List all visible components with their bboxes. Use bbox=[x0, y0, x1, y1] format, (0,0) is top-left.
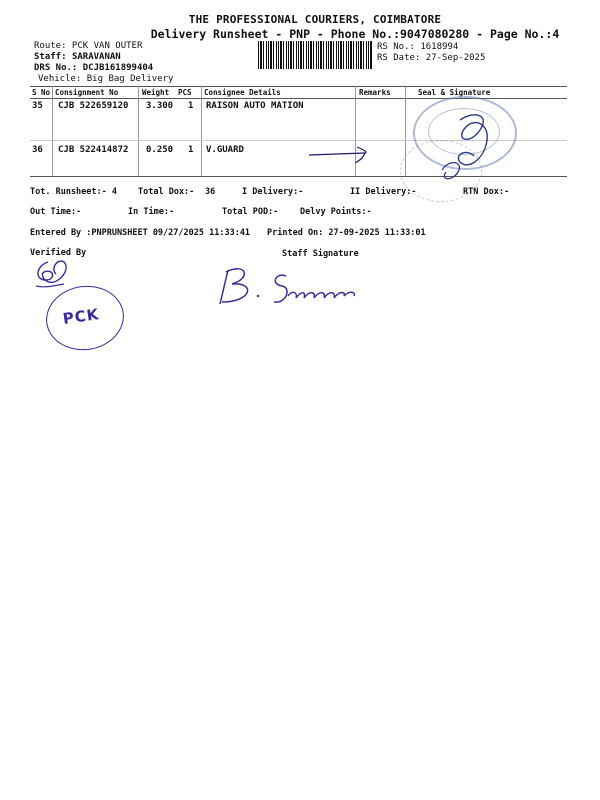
total-dox-label: Total Dox:- bbox=[138, 187, 195, 197]
staff-signature-label: Staff Signature bbox=[282, 249, 359, 259]
col-divider bbox=[52, 86, 53, 176]
header-weight: Weight bbox=[142, 88, 170, 97]
total-pod: Total POD:- bbox=[222, 207, 279, 217]
i-delivery: I Delivery:- bbox=[242, 187, 304, 197]
pck-stamp-text: PCK bbox=[61, 305, 101, 328]
header-sno: S No bbox=[32, 88, 51, 97]
cell-pcs: 1 bbox=[188, 145, 194, 155]
staff-info bbox=[34, 52, 121, 62]
ii-delivery: II Delivery:- bbox=[350, 187, 417, 197]
tot-runsheet: Tot. Runsheet:- 4 bbox=[30, 187, 117, 197]
staff-signature-scribble bbox=[212, 262, 372, 312]
cell-weight: 3.300 bbox=[146, 101, 174, 111]
cell-consignee: V.GUARD bbox=[206, 145, 244, 155]
table-top-rule bbox=[30, 86, 567, 87]
barcode bbox=[258, 41, 372, 69]
total-dox-value: 36 bbox=[205, 187, 216, 197]
cell-sno: 36 bbox=[32, 145, 43, 155]
cell-consignee: RAISON AUTO MATION bbox=[206, 101, 304, 111]
vehicle-info: Vehicle: Big Bag Delivery bbox=[38, 74, 174, 84]
cell-pcs: 1 bbox=[188, 101, 194, 111]
cell-consignment: CJB 522659120 bbox=[58, 101, 129, 111]
col-divider bbox=[201, 86, 202, 176]
cell-consignment: CJB 522414872 bbox=[58, 145, 129, 155]
route-info: Route: PCK VAN OUTER bbox=[34, 41, 143, 51]
staff-value: SARAVANAN bbox=[71, 52, 121, 62]
out-time: Out Time:- bbox=[30, 207, 82, 217]
delvy-points: Delvy Points:- bbox=[300, 207, 372, 217]
entered-by: Entered By :PNPRUNSHEET 09/27/2025 11:33:41 bbox=[30, 228, 251, 238]
staff-label: Staff: bbox=[34, 52, 67, 62]
handwritten-arrow bbox=[305, 143, 375, 167]
header-consignee: Consignee Details bbox=[204, 88, 281, 97]
col-divider bbox=[138, 86, 139, 176]
drs-number: DRS No.: DCJB161899404 bbox=[34, 63, 154, 73]
rs-number: RS No.: 1618994 bbox=[377, 42, 459, 52]
header-consignment: Consignment No bbox=[55, 88, 119, 97]
in-time: In Time:- bbox=[128, 207, 175, 217]
receiver-signature bbox=[420, 100, 520, 190]
rtn-dox: RTN Dox:- bbox=[463, 187, 510, 197]
rs-date: RS Date: 27-Sep-2025 bbox=[377, 53, 486, 63]
header-pcs: PCS bbox=[178, 88, 192, 97]
verified-by-label: Verified By bbox=[30, 248, 87, 258]
header-seal-signature: Seal & Signature bbox=[418, 88, 491, 97]
runsheet-subtitle: Delivery Runsheet - PNP - Phone No.:9047080280 - Page No.:4 bbox=[150, 27, 560, 41]
cell-sno: 35 bbox=[32, 101, 43, 111]
cell-weight: 0.250 bbox=[146, 145, 174, 155]
printed-on: Printed On: 27-09-2025 11:33:01 bbox=[267, 228, 426, 238]
header-remarks: Remarks bbox=[359, 88, 391, 97]
company-title: THE PROFESSIONAL COURIERS, COIMBATORE bbox=[188, 13, 442, 26]
